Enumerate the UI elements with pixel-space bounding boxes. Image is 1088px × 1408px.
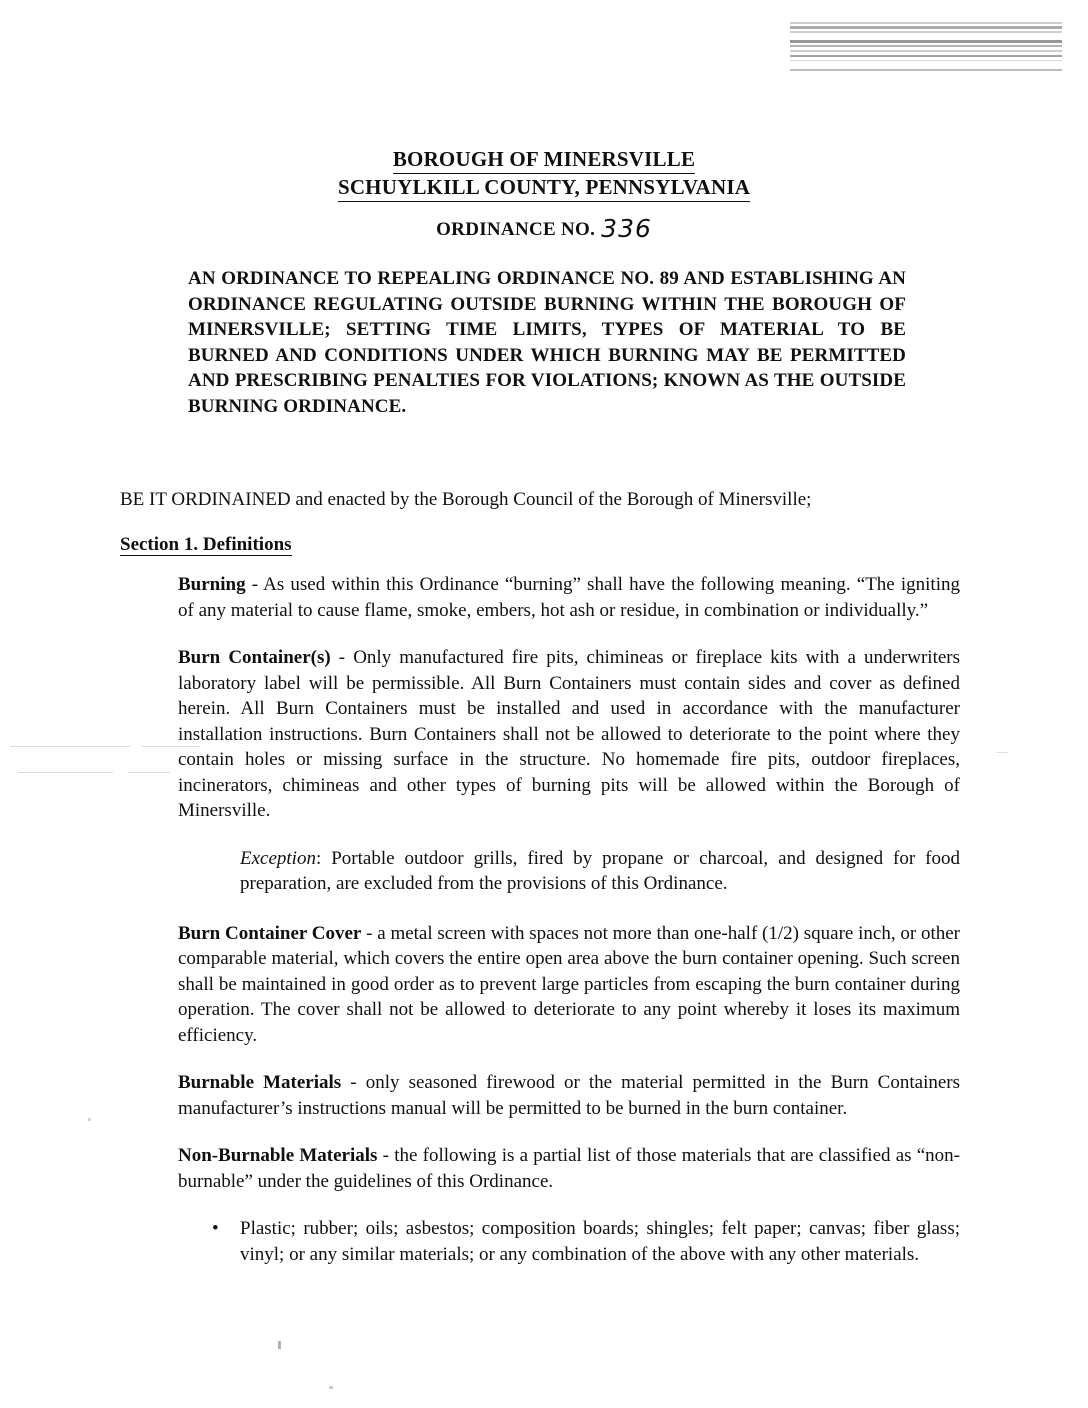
definition-text: the following is a partial list of those materials that are classified as “non-burnable” under the guidelines of this Ordinance. — [178, 1145, 961, 1192]
section-1-heading-text: Section 1. Definitions — [120, 534, 292, 555]
list-item — [178, 1216, 960, 1267]
definition-text: As used within this Ordinance “burning” shall have the following meaning. “The igniting of any material to cause flame, smoke, embers, hot ash or residue, in combination or individually.” — [178, 574, 960, 621]
definition-non-burnable-materials — [178, 1143, 960, 1194]
enacting-clause: BE IT ORDINAINED and enacted by the Borough Council of the Borough of Minersville; — [120, 489, 812, 510]
definition-term: Burning — [178, 574, 246, 595]
scan-speck — [88, 1118, 91, 1121]
definition-text: only seasoned firewood or the material permitted in the Burn Containers manufacturer’s instructions manual will be permitted to be burned in the burn container. — [178, 1072, 960, 1119]
document-body — [178, 572, 960, 1267]
exception-separator: : — [315, 847, 332, 869]
definition-text: Only manufactured fire pits, chimineas or fireplace kits with a underwriters laboratory label will be permissible. All Burn Containers must contain sides and cover as defined herein. All Burn Containers must be installed and used in accordance with the manufacturer installation instructions. Burn Containers shall not be allowed to deteriorate to the point where they contain holes or missing surface in the structure. No homemade fire pits, outdoor fireplaces, incinerators, chimineas and other types of burning pits will be allowed within the Borough of Minersville. — [178, 647, 961, 821]
ordinance-number-handwritten: 336 — [601, 214, 652, 243]
margin-scan-streak — [10, 746, 130, 747]
margin-scan-streak — [128, 772, 170, 773]
definition-term: Burn Container(s) — [178, 647, 331, 668]
non-burnable-materials-list — [178, 1216, 960, 1267]
definition-burn-container-cover — [178, 921, 960, 1049]
ordinance-number-label: ORDINANCE NO. — [436, 219, 596, 240]
definition-burnable-materials — [178, 1070, 960, 1121]
definition-separator: - — [330, 647, 354, 668]
definition-term: Burnable Materials — [178, 1072, 342, 1093]
definition-term: Burn Container Cover — [178, 922, 362, 944]
section-1-heading — [120, 534, 292, 556]
header-line-1: BOROUGH OF MINERSVILLE — [393, 146, 695, 174]
document-header — [0, 146, 1088, 202]
definition-separator: - — [361, 922, 378, 944]
definition-burn-containers — [178, 645, 960, 824]
definition-separator: - — [245, 574, 264, 595]
definition-term: Non-Burnable Materials — [178, 1145, 378, 1166]
definition-text: a metal screen with spaces not more than one-half (1/2) square inch, or other comparable material, which covers the entire open area above the burn container opening. Such screen shall be maintained in good order as to prevent large particles from escaping the burn container during operation. The cover shall not be allowed to deteriorate to any point whereby it loses its maximum efficiency. — [178, 922, 960, 1046]
ordinance-number-line — [0, 212, 1088, 241]
exception-paragraph — [240, 846, 960, 897]
exception-text: Portable outdoor grills, fired by propane or charcoal, and designed for food preparation, are excluded from the provisions of this Ordinance. — [240, 847, 960, 894]
scan-speck — [278, 1341, 281, 1349]
header-line-2-wrapper — [0, 174, 1088, 202]
header-line-1-wrapper — [0, 146, 1088, 174]
definition-burning — [178, 572, 960, 623]
definition-separator: - — [377, 1145, 395, 1166]
margin-scan-streak — [18, 772, 113, 773]
bullet-icon: • — [212, 1218, 219, 1239]
definition-separator: - — [341, 1072, 366, 1093]
margin-scan-streak — [996, 752, 1008, 753]
header-line-2: SCHUYLKILL COUNTY, PENNSYLVANIA — [338, 174, 750, 202]
ordinance-summary-title: AN ORDINANCE TO REPEALING ORDINANCE NO. 89 AND ESTABLISHING AN ORDINANCE REGULATING OUTSIDE BURNING WITHIN THE BOROUGH OF MINERSVILLE; SETTING TIME LIMITS, TYPES OF MATERIAL TO BE BURNED AND CONDITIONS UNDER WHICH BURNING MAY BE PERMITTED AND PRESCRIBING PENALTIES FOR VIOLATIONS; KNOWN AS THE OUTSIDE BURNING ORDINANCE. — [188, 268, 906, 417]
scan-speck — [329, 1386, 333, 1389]
list-item-text: Plastic; rubber; oils; asbestos; composition boards; shingles; felt paper; canvas; fiber glass; vinyl; or any similar materials; or any combination of the above with any other materials. — [240, 1218, 960, 1265]
exception-label: Exception — [240, 847, 316, 869]
scan-noise-artifact — [790, 14, 1062, 76]
